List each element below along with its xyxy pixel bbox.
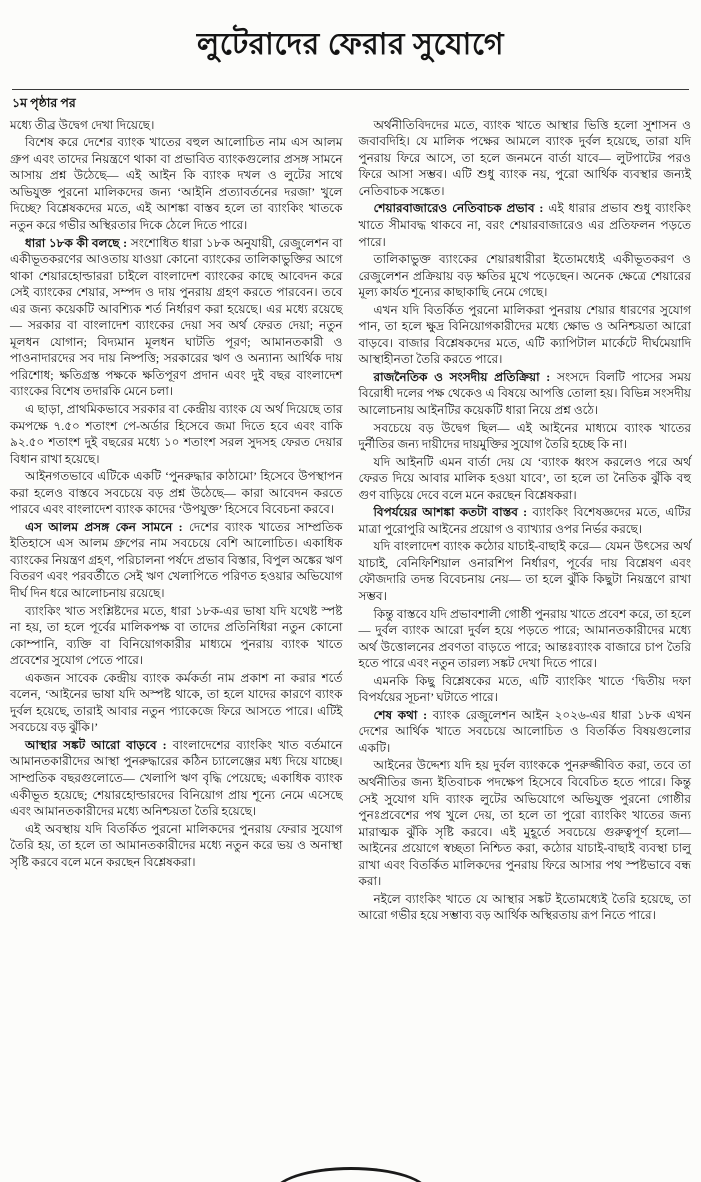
article-paragraph	[359, 454, 692, 504]
paragraph-text: একজন সাবেক কেন্দ্রীয় ব্যাংক কর্মকর্তা নাম প্রকাশ না করার শর্তে বলেন, ‘আইনের ভাষা যদি অস্পষ্ট থাকে, তা হলে যাদের কারণে ব্যাংক দুর্বল হয়েছে, তারাই আবার নতুন প্যাকেজে ফিরে আসতে পারে। এটিই সবচেয়ে বড় ঝুঁকি।’	[10, 670, 343, 735]
article-paragraph	[10, 401, 343, 467]
cropped-bottom-graphic	[273, 1167, 429, 1182]
paragraph-text: এই ধারার প্রভাব শুধু ব্যাংকিং খাতে সীমাবদ্ধ থাকবে না, বরং শেয়ারবাজারেও এর প্রতিফলন পড়তে পারে।	[358, 201, 691, 249]
section-heading: আস্থার সঙ্কট আরো বাড়বে :	[25, 737, 173, 752]
article-paragraph	[359, 673, 692, 706]
paragraph-text: এ ছাড়া, প্রাথমিকভাবে সরকার বা কেন্দ্রীয় ব্যাংক যে অর্থ দিয়েছে তার কমপক্ষে ৭.৫০ শতাংশ পে-অর্ডার হিসেবে জমা দিতে হবে এবং বাকি ৯২.৫০ শতাংশ দুই বছরের মধ্যে ১০ শতাংশ সরল সুদসহ ফেরত দেয়ার বিধান রাখা হয়েছে।	[10, 401, 343, 466]
paragraph-text: তালিকাভুক্ত ব্যাংকের শেয়ারধারীরা ইতোমধ্যেই একীভূতকরণ ও রেজুলেশন প্রক্রিয়ায় বড় ক্ষতির মুখে পড়েছেন। অনেক ক্ষেত্রে শেয়ারের মূল্য কার্যত শূন্যের কাছাকাছি নেমে গেছে।	[358, 252, 691, 300]
paragraph-text: সংশোধিত ধারা ১৮ক অনুযায়ী, রেজুলেশন বা একীভূতকরণের আওতায় যাওয়া কোনো ব্যাংকের তালিকাভুক্তির আগে থাকা শেয়ারহোল্ডাররা চাইলে বাংলাদেশ ব্যাংকের কাছে আবেদন করে সেই ব্যাংকের শেয়ার, সম্পদ ও দায় পুনরায় গ্রহণ করতে পারবেন। তবে এর জন্য কয়েকটি আবশ্যিক শর্ত নির্ধারণ করা হয়েছে। এর মধ্যে রয়েছে— সরকার বা বাংলাদেশ ব্যাংকের দেয়া সব অর্থ ফেরত দেয়া; নতুন মূলধন যোগান; বিদ্যমান মূলধন ঘাটতি পূরণ; আমানতকারী ও পাওনাদারদের সব দায় নিষ্পত্তি; সরকারের ঋণ ও অন্যান্য আর্থিক দায় পরিশোধ; ক্ষতিগ্রস্ত পক্ষকে ক্ষতিপূরণ প্রদান এবং দুই বছর বাংলাদেশ ব্যাংকের বিশেষ তদারকি মেনে চলা।	[10, 235, 343, 399]
paragraph-text: সবচেয়ে বড় উদ্বেগ ছিল— এই আইনের মাধ্যমে ব্যাংক খাতের দুর্নীতির জন্য দায়ীদের দায়মুক্তির সুযোগ তৈরি হচ্ছে কি না।	[358, 420, 691, 452]
title-divider	[12, 89, 689, 90]
article-paragraph	[359, 891, 692, 924]
section-heading: শেয়ারবাজারেও নেতিবাচক প্রভাব :	[373, 201, 549, 216]
paragraph-text: ব্যাংকিং খাত সংশ্লিষ্টদের মতে, ধারা ১৮ক-এর ভাষা যদি যথেষ্ট স্পষ্ট না হয়, তা হলে পূর্বের মালিকপক্ষ বা তাদের প্রতিনিধিরা নতুন কোনো কোম্পানি, ব্যক্তি বা বিনিয়োগকারীর মাধ্যমে পুনরায় ব্যাংক খাতে প্রবেশের সুযোগ পেতে পারে।	[10, 603, 343, 668]
paragraph-text: এখন যদি বিতর্কিত পুরনো মালিকরা পুনরায় শেয়ার ধারণের সুযোগ পান, তা হলে ক্ষুদ্র বিনিয়োগকারীদের মধ্যে ক্ষোভ ও অনিশ্চয়তা আরো বাড়বে। বাজার বিশ্লেষকদের মতে, এটি ক্যাপিটাল মার্কেটে দীর্ঘমেয়াদি আস্থাহীনতা তৈরি করতে পারে।	[358, 302, 691, 367]
paragraph-text: নইলে ব্যাংকিং খাতে যে আস্থার সঙ্কট ইতোমধ্যেই তৈরি হয়েছে, তা আরো গভীর হয়ে সম্ভাব্য বড় আর্থিক অস্থিরতায় রূপ নিতে পারে।	[358, 891, 691, 923]
article-paragraph	[10, 117, 343, 134]
article-title: লুটেরাদের ফেরার সুযোগে	[196, 28, 505, 62]
section-heading: ধারা ১৮ক কী বলছে :	[25, 235, 131, 250]
article-paragraph	[359, 200, 692, 250]
article-paragraph	[10, 134, 343, 233]
article-paragraph	[10, 670, 343, 736]
paragraph-text: মধ্যে তীব্র উদ্বেগ দেখা দিয়েছে।	[10, 117, 155, 132]
right-column	[359, 117, 692, 925]
section-heading: শেষ কথা :	[373, 707, 433, 722]
left-column	[10, 117, 343, 872]
paragraph-text: আইনের উদ্দেশ্য যদি হয় দুর্বল ব্যাংককে পুনরুজ্জীবিত করা, তবে তা অর্থনীতির জন্য ইতিবাচক পদক্ষেপ হিসেবে বিবেচিত হতে পারে। কিন্তু সেই সুযোগ যদি ব্যাংক লুটের অভিযোগে অভিযুক্ত পুরনো গোষ্ঠীর পুনঃপ্রবেশের পথ খুলে দেয়, তা হলে তা পুরো ব্যাংকিং খাতের জন্য মারাত্মক ঝুঁকি সৃষ্টি করবে। এই মুহূর্তে সবচেয়ে গুরুত্বপূর্ণ হলো— আইনের প্রয়োগে স্বচ্ছতা নিশ্চিত করা, কঠোর যাচাই-বাছাই ব্যবস্থা চালু রাখা এবং বিতর্কিত মালিকদের পুনরায় ফিরে আসার পথ স্পষ্টভাবে বন্ধ করা।	[358, 758, 691, 889]
article-paragraph	[10, 468, 343, 518]
paragraph-text: আইনগতভাবে এটিকে একটি ‘পুনরুদ্ধার কাঠামো’ হিসেবে উপস্থাপন করা হলেও বাস্তবে সবচেয়ে বড় প্রশ্ন উঠেছে— কারা আবেদন করতে পারবে এবং বাংলাদেশ ব্যাংক কাদের ‘উপযুক্ত’ হিসেবে বিবেচনা করবে।	[10, 469, 343, 517]
article-paragraph	[359, 117, 692, 200]
paragraph-text: এই অবস্থায় যদি বিতর্কিত পুরনো মালিকদের পুনরায় ফেরার সুযোগ তৈরি হয়, তা হলে তা আমানতকারীদের মধ্যে নতুন করে ভয় ও অনাস্থা সৃষ্টি করবে বলে মনে করছেন বিশ্লেষকরা।	[10, 821, 343, 869]
paragraph-text: দেশের ব্যাংক খাতের সাম্প্রতিক ইতিহাসে এস আলম গ্রুপের নাম সবচেয়ে বেশি আলোচিত। একাধিক ব্যাংকের নিয়ন্ত্রণ গ্রহণ, পরিচালনা পর্ষদে প্রভাব বিস্তার, বিপুল অঙ্কের ঋণ বিতরণ এবং পরবর্তীতে সেই ঋণ খেলাপিতে পরিণত হওয়ার অভিযোগ দীর্ঘ দিন ধরে আলোচনায় রয়েছে।	[10, 519, 343, 600]
paragraph-text: ব্যাংক রেজুলেশন আইন ২০২৬-এর ধারা ১৮ক এখন দেশের আর্থিক খাতে সবচেয়ে আলোচিত ও বিতর্কিত বিষয়গুলোর একটি।	[358, 707, 691, 755]
article-paragraph	[10, 737, 343, 820]
article-paragraph	[10, 603, 343, 669]
article-paragraph	[359, 251, 692, 301]
paragraph-text: যদি আইনটি এমন বার্তা দেয় যে ‘ব্যাংক ধ্বংস করলেও পরে অর্থ ফেরত দিয়ে আবার মালিক হওয়া যাবে’, তা হলে তা নৈতিক ঝুঁকি বহু গুণ বাড়িয়ে দেবে বলে মনে করছেন বিশ্লেষকরা।	[358, 454, 691, 502]
article-paragraph	[359, 606, 692, 672]
paragraph-text: কিন্তু বাস্তবে যদি প্রভাবশালী গোষ্ঠী পুনরায় খাতে প্রবেশ করে, তা হলে— দুর্বল ব্যাংক আরো দুর্বল হয়ে পড়তে পারে; আমানতকারীদের মধ্যে অর্থ উত্তোলনের প্রবণতা বাড়তে পারে; আন্তঃব্যাংক বাজারে চাপ তৈরি হতে পারে এবং নতুন তারল্য সঙ্কট দেখা দিতে পারে।	[358, 606, 691, 671]
paragraph-text: বিশেষ করে দেশের ব্যাংক খাতের বহুল আলোচিত নাম এস আলম গ্রুপ এবং তাদের নিয়ন্ত্রণে থাকা বা প্রভাবিত ব্যাংকগুলোর প্রসঙ্গ সামনে আসায় প্রশ্ন উঠেছে— এই আইন কি ব্যাংক দখল ও লুটের সাথে অভিযুক্ত পুরনো মালিকদের জন্য ‘আইনি প্রত্যাবর্তনের দরজা’ খুলে দিচ্ছে? বিশ্লেষকদের মতে, এই আশঙ্কা বাস্তব হলে তা ব্যাংকিং খাতকে নতুন করে গভীর অস্থিরতার দিকে ঠেলে দিতে পারে।	[10, 135, 343, 232]
article-paragraph	[10, 821, 343, 871]
article-paragraph	[359, 420, 692, 453]
continuation-note: ১ম পৃষ্ঠার পর	[12, 95, 76, 110]
article-paragraph	[359, 757, 692, 889]
article-paragraph	[10, 235, 343, 400]
paragraph-text: বাংলাদেশের ব্যাংকিং খাত বর্তমানে আমানতকারীদের আস্থা পুনরুদ্ধারের কঠিন চ্যালেঞ্জের মধ্য দিয়ে যাচ্ছে। সাম্প্রতিক বছরগুলোতে— খেলাপি ঋণ বৃদ্ধি পেয়েছে; একাধিক ব্যাংক একীভূত হয়েছে; শেয়ারহোল্ডারদের বিনিয়োগ প্রায় শূন্যে নেমে এসেছে এবং আমানতকারীদের মধ্যে অনিশ্চয়তা তৈরি হয়েছে।	[10, 737, 343, 819]
article-paragraph	[359, 707, 692, 757]
article-paragraph	[359, 302, 692, 368]
article-paragraph	[359, 538, 692, 604]
paragraph-text: অর্থনীতিবিদদের মতে, ব্যাংক খাতে আস্থার ভিত্তি হলো সুশাসন ও জবাবদিহি। যে মালিক পক্ষের আমলে ব্যাংক দুর্বল হয়েছে, তারা যদি পুনরায় ফিরে আসে, তা হলে জনমনে বার্তা যাবে— লুটপাটের পরও ফিরে আসা সম্ভব। এটি শুধু ব্যাংক নয়, পুরো আর্থিক ব্যবস্থার জন্যই নেতিবাচক সঙ্কেত।	[358, 117, 691, 198]
paragraph-text: ব্যাংকিং বিশেষজ্ঞদের মতে, এটির মাত্রা পুরোপুরি আইনের প্রয়োগ ও ব্যাখ্যার ওপর নির্ভর করছে।	[358, 505, 691, 536]
article-paragraph	[359, 369, 692, 419]
article-paragraph	[359, 504, 692, 537]
paragraph-text: এমনকি কিছু বিশ্লেষকের মতে, এটি ব্যাংকিং খাতে ‘দ্বিতীয় দফা বিপর্যয়ের সূচনা’ ঘটাতে পারে।	[358, 673, 691, 705]
article-body	[10, 117, 691, 925]
paragraph-text: সংসদে বিলটি পাসের সময় বিরোধী দলের পক্ষ থেকেও এ বিষয়ে আপত্তি তোলা হয়। বিভিন্ন সংসদীয় আলোচনায় আইনটির কয়েকটি ধারা নিয়ে প্রশ্ন ওঠে।	[358, 369, 691, 417]
section-heading: বিপর্যয়ের আশঙ্কা কতটা বাস্তব :	[373, 505, 533, 520]
section-heading: এস আলম প্রসঙ্গ কেন সামনে :	[25, 519, 189, 534]
article-paragraph	[10, 519, 343, 602]
paragraph-text: যদি বাংলাদেশ ব্যাংক কঠোর যাচাই-বাছাই করে— যেমন উৎসের অর্থ যাচাই, বেনিফিশিয়াল ওনারশিপ নির্ধারণ, পূর্বের দায় বিশ্লেষণ এবং ফৌজদারি তদন্ত বিবেচনায় নেয়— তা হলে ঝুঁকি কিছুটা নিয়ন্ত্রণে রাখা সম্ভব।	[358, 539, 691, 603]
section-heading: রাজনৈতিক ও সংসদীয় প্রতিক্রিয়া :	[373, 369, 558, 384]
